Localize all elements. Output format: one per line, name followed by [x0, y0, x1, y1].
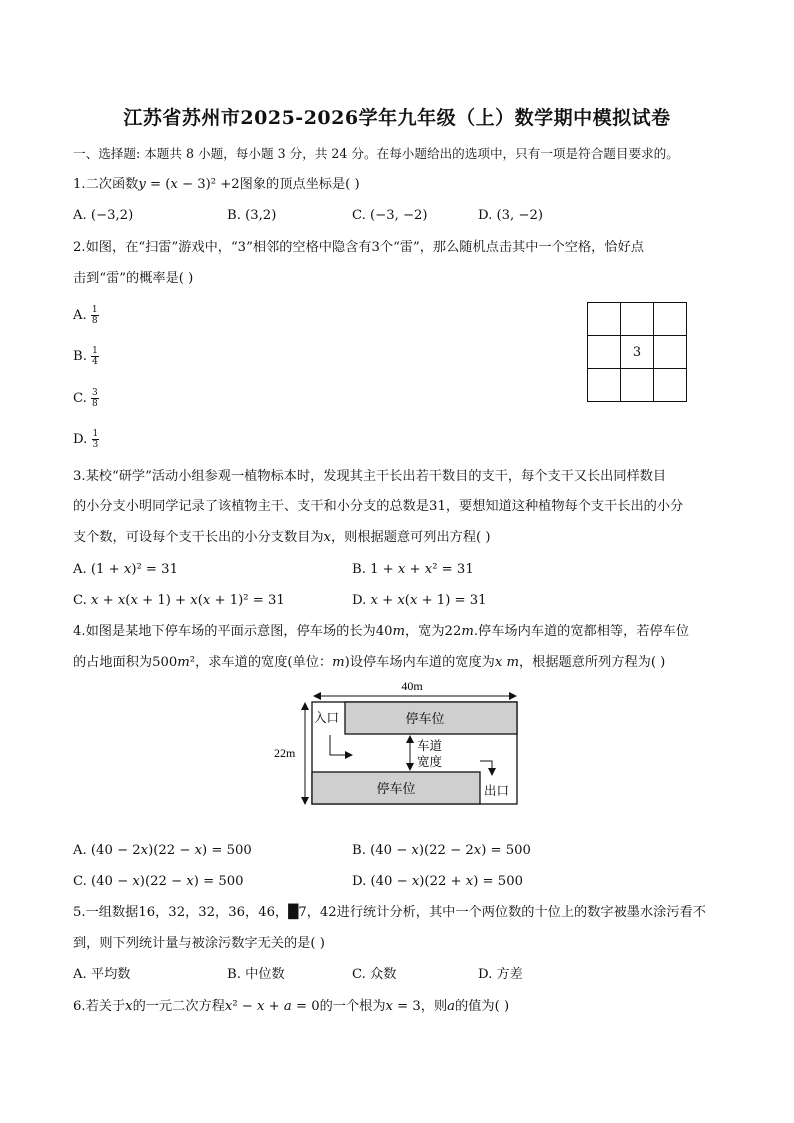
fraction: $\frac{1}{4}$ — [92, 346, 98, 367]
exit-path-arrow — [480, 761, 492, 775]
q5-option-d[interactable]: D. 方差 — [478, 967, 523, 982]
question-2-stem-line1: 2.如图，在“扫雷”游戏中，“3”相邻的空格中隐含有3个“雷”，那么随机点击其中一个空格，恰好点 — [73, 240, 644, 255]
option-label: D. — [73, 432, 88, 447]
question-3-stem-line3: 支个数，可设每个支干长出的小分支数目为𝑥，则根据题意可列出方程( ) — [73, 530, 491, 545]
page-title: 江苏省苏州市2025-2026学年九年级（上）数学期中模拟试卷 — [123, 107, 671, 129]
grid-cell — [588, 369, 621, 402]
q1-option-c[interactable]: C. (−3, −2) — [352, 208, 428, 223]
question-3-stem-line2: 的小分支小明同学记录了该植物主干、支干和小分支的总数是31，要想知道这种植物每个支干长出的小分 — [73, 499, 684, 514]
section-heading: 一、选择题: 本题共 8 小题，每小题 3 分，共 24 分。在每小题给出的选项中，只有一项是符合题目要求的。 — [73, 146, 679, 161]
option-label: B. — [73, 349, 87, 364]
grid-cell-center: 3 — [621, 336, 654, 369]
grid-cell — [654, 303, 687, 336]
q2-option-c[interactable] — [73, 388, 99, 409]
q3-option-d[interactable]: D. 𝑥 + 𝑥(𝑥 + 1) = 31 — [352, 593, 487, 608]
grid-cell — [654, 336, 687, 369]
q4-option-d[interactable]: D. (40 − 𝑥)(22 + 𝑥) = 500 — [352, 874, 523, 889]
q3-option-c[interactable]: C. 𝑥 + 𝑥(𝑥 + 1) + 𝑥(𝑥 + 1)² = 31 — [73, 593, 285, 608]
q5-option-b[interactable]: B. 中位数 — [227, 967, 285, 982]
exit-label: 出口 — [484, 783, 510, 798]
question-5-stem-line1: 5.一组数据16，32，32，36，46，█7，42进行统计分析，其中一个两位数的十位上的数字被墨水涂污看不 — [73, 905, 706, 920]
width-label: 40m — [401, 679, 423, 693]
q3-option-b[interactable]: B. 1 + 𝑥 + 𝑥² = 31 — [352, 562, 474, 577]
q1-option-d[interactable]: D. (3, −2) — [478, 208, 543, 223]
question-1-stem: 1.二次函数𝑦 = (𝑥 − 3)² +2图象的顶点坐标是( ) — [73, 177, 360, 192]
grid-cell — [621, 303, 654, 336]
minesweeper-grid — [587, 302, 687, 402]
q5-option-c[interactable]: C. 众数 — [352, 967, 397, 982]
parking-bottom-label: 停车位 — [376, 782, 416, 797]
lane-label-line2: 宽度 — [417, 754, 443, 769]
fraction: $\frac{3}{8}$ — [92, 388, 98, 409]
question-6-stem: 6.若关于𝑥的一元二次方程𝑥² − 𝑥 + 𝑎 = 0的一个根为𝑥 = 3，则𝑎的值为( ) — [73, 999, 510, 1014]
grid-cell — [588, 336, 621, 369]
question-5-stem-line2: 到，则下列统计量与被涂污数字无关的是( ) — [73, 936, 325, 951]
question-4-stem-line1: 4.如图是某地下停车场的平面示意图，停车场的长为40𝑚，宽为22𝑚.停车场内车道的宽都相等，若停车位 — [73, 624, 690, 639]
option-label: C. — [73, 391, 87, 406]
q4-option-a[interactable]: A. (40 − 2𝑥)(22 − 𝑥) = 500 — [73, 843, 252, 858]
grid-cell — [621, 369, 654, 402]
q2-option-b[interactable] — [73, 346, 99, 367]
parking-lot-diagram — [272, 675, 528, 815]
grid-cell — [588, 303, 621, 336]
question-2-stem-line2: 击到“雷”的概率是( ) — [73, 271, 194, 286]
q1-option-b[interactable]: B. (3,2) — [227, 208, 277, 223]
height-label: 22m — [274, 746, 296, 760]
q3-option-a[interactable]: A. (1 + 𝑥)² = 31 — [73, 562, 178, 577]
q4-option-c[interactable]: C. (40 − 𝑥)(22 − 𝑥) = 500 — [73, 874, 244, 889]
fraction: $\frac{1}{8}$ — [91, 305, 98, 326]
question-4-stem-line2: 的占地面积为500𝑚²，求车道的宽度(单位：𝑚)设停车场内车道的宽度为𝑥 𝑚，根据题意所列方程为( ) — [73, 655, 666, 670]
q2-option-d[interactable] — [73, 429, 99, 450]
option-label: A. — [73, 308, 87, 323]
q5-option-a[interactable]: A. 平均数 — [73, 967, 131, 982]
q4-option-b[interactable]: B. (40 − 𝑥)(22 − 2𝑥) = 500 — [352, 843, 531, 858]
fraction: $\frac{1}{3}$ — [92, 429, 99, 450]
question-3-stem-line1: 3.某校“研学”活动小组参观一植物标本时，发现其主干长出若干数目的支干，每个支干又长出同样数目 — [73, 469, 667, 484]
parking-top-label: 停车位 — [405, 712, 445, 727]
grid-cell — [654, 369, 687, 402]
q2-option-a[interactable] — [73, 305, 99, 326]
lane-label-line1: 车道 — [417, 738, 443, 753]
entrance-label: 入口 — [314, 710, 340, 725]
entry-path-arrow — [330, 735, 352, 755]
q1-option-a[interactable]: A. (−3,2) — [73, 208, 134, 223]
